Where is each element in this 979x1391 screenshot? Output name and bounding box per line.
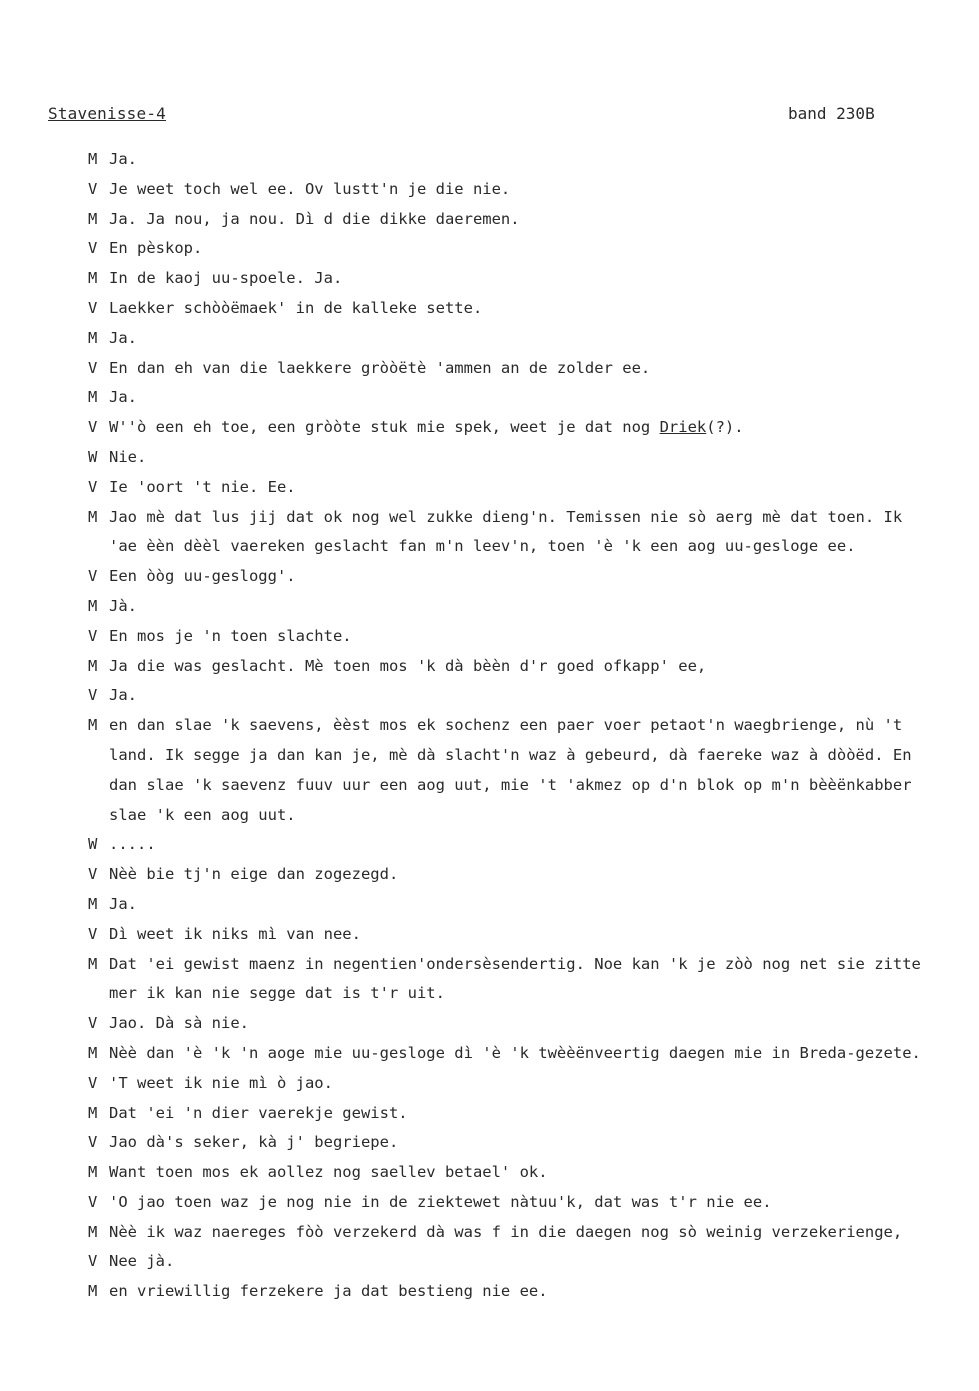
utterance-text [109, 145, 137, 175]
utterance-segment: Ja. [109, 894, 137, 913]
utterance-segment: 'T weet ik nie mì ò jao. [109, 1073, 333, 1092]
utterance-segment: Ja. [109, 686, 137, 705]
transcript-line [88, 920, 976, 950]
speaker-code [88, 771, 109, 801]
utterance-segment: Ja. [109, 150, 137, 168]
utterance-text [109, 1218, 902, 1248]
transcript-line [88, 1069, 976, 1099]
speaker-code: M [88, 954, 98, 973]
utterance-text [109, 592, 137, 622]
utterance-text [109, 1277, 548, 1307]
transcript-line [88, 681, 976, 711]
utterance-segment: Ja. [109, 328, 137, 347]
speaker-code: V [88, 179, 98, 198]
transcript-line [88, 294, 976, 324]
speaker-code: V [88, 1192, 98, 1211]
utterance-segment: dan slae 'k saevenz fuuv uur een aog uut, mie 't 'akmez op d'n blok op m'n bèèënkabber [109, 775, 912, 794]
utterance-text [109, 443, 146, 473]
utterance-segment: 'O jao toen waz je nog nie in de ziektewet nàtuu'k, dat was t'r nie ee. [109, 1192, 772, 1211]
speaker-code: V [88, 239, 98, 258]
speaker-code [88, 801, 109, 831]
utterance-text [109, 1247, 174, 1277]
speaker-code: V [88, 567, 98, 586]
speaker-code: W [88, 447, 98, 466]
document-id: Stavenisse-4 [48, 104, 166, 123]
transcript-line [88, 1158, 976, 1188]
speaker-code: M [88, 388, 98, 407]
transcript-line [88, 443, 976, 473]
speaker-code: M [88, 1282, 98, 1301]
utterance-segment: Nèè ik waz naereges fòò verzekerd dà was f in die daegen nog sò weinig verzekerienge, [109, 1222, 903, 1241]
utterance-segment: Jao mè dat lus jij dat ok nog wel zukke dieng'n. Temissen nie sò aerg mè dat toen. Ik [109, 507, 903, 526]
utterance-segment: In de kaoj uu-spoele. Ja. [109, 269, 343, 288]
utterance-text [109, 1039, 921, 1069]
utterance-segment: mer ik kan nie segge dat is t'r uit. [109, 984, 445, 1003]
utterance-text [109, 532, 856, 562]
utterance-text [109, 1069, 333, 1099]
utterance-text [109, 860, 398, 890]
transcript-line [88, 532, 976, 562]
utterance-segment: Dì weet ik niks mì van nee. [109, 924, 361, 943]
utterance-segment: Nie. [109, 447, 147, 466]
utterance-segment: Ja. Ja nou, ja nou. Dì d die dikke daeremen. [109, 209, 520, 228]
utterance-text [109, 622, 352, 652]
utterance-segment: slae 'k een aog uut. [109, 805, 296, 824]
utterance-segment: Dat 'ei gewist maenz in negentien'ondersèsendertig. Noe kan 'k je zòò nog net sie zitte [109, 954, 921, 973]
utterance-segment: Jà. [109, 596, 137, 615]
speaker-code: M [88, 1103, 98, 1122]
transcript-line [88, 354, 976, 384]
transcript-line [88, 205, 976, 235]
utterance-segment: ..... [109, 835, 156, 854]
transcript-line [88, 473, 976, 503]
utterance-segment: Ie 'oort 't nie. Ee. [109, 477, 296, 496]
utterance-text [109, 771, 912, 801]
speaker-code: V [88, 1133, 98, 1152]
utterance-text [109, 1188, 772, 1218]
utterance-segment: Ja die was geslacht. Mè toen mos 'k dà bèèn d'r goed ofkapp' ee, [109, 656, 707, 675]
transcript-line [88, 1009, 976, 1039]
transcript-line [88, 771, 976, 801]
utterance-segment: land. Ik segge ja dan kan je, mè dà slacht'n waz à gebeurd, dà faereke waz à dòòëd. En [109, 745, 912, 764]
transcript-line [88, 711, 976, 741]
transcript-line [88, 741, 976, 771]
utterance-segment: Nèè bie tj'n eige dan zogezegd. [109, 865, 399, 884]
transcript-line [88, 234, 976, 264]
utterance-segment: 'ae èèn dèèl vaereken geslacht fan m'n leev'n, toen 'è 'k een aog uu-gesloge ee. [109, 537, 856, 556]
utterance-text [109, 890, 137, 920]
utterance-segment: en dan slae 'k saevens, èèst mos ek sochenz een paer voer petaot'n waegbrienge, nù 't [109, 716, 903, 735]
utterance-text [109, 324, 137, 354]
transcript-line [88, 503, 976, 533]
transcript-line [88, 890, 976, 920]
tape-label: band 230B [788, 104, 875, 123]
utterance-segment: Jao dà's seker, kà j' begriepe. [109, 1133, 399, 1152]
transcript-line [88, 324, 976, 354]
speaker-code: V [88, 924, 98, 943]
speaker-code: M [88, 716, 98, 735]
utterance-segment: (?). [706, 418, 744, 437]
speaker-code: M [88, 1043, 98, 1062]
speaker-code: M [88, 894, 98, 913]
transcript-line [88, 145, 976, 175]
transcript [88, 145, 976, 1307]
utterance-text [109, 175, 510, 205]
speaker-code [88, 979, 109, 1009]
utterance-text [109, 205, 520, 235]
utterance-text [109, 234, 202, 264]
speaker-code: M [88, 209, 98, 228]
transcript-line [88, 175, 976, 205]
transcript-line [88, 264, 976, 294]
transcript-line [88, 413, 976, 443]
utterance-segment: Ja. [109, 388, 137, 407]
utterance-text [109, 950, 921, 980]
transcript-line [88, 652, 976, 682]
utterance-text [109, 741, 912, 771]
utterance-text [109, 711, 902, 741]
utterance-text [109, 652, 706, 682]
utterance-text [109, 473, 296, 503]
transcript-line [88, 830, 976, 860]
utterance-text [109, 681, 137, 711]
utterance-text [109, 1158, 548, 1188]
utterance-text [109, 1009, 249, 1039]
speaker-code [88, 741, 109, 771]
utterance-text [109, 979, 445, 1009]
utterance-text [109, 1099, 408, 1129]
utterance-text [109, 920, 361, 950]
transcript-line [88, 950, 976, 980]
transcript-line [88, 1039, 976, 1069]
transcript-line [88, 1188, 976, 1218]
utterance-segment: en vriewillig ferzekere ja dat bestieng nie ee. [109, 1282, 548, 1301]
speaker-code: M [88, 328, 98, 347]
transcript-line [88, 383, 976, 413]
transcript-line [88, 1128, 976, 1158]
speaker-code: M [88, 150, 98, 168]
utterance-segment: Een òòg uu-geslogg'. [109, 567, 296, 586]
utterance-segment: En mos je 'n toen slachte. [109, 626, 352, 645]
utterance-text [109, 801, 296, 831]
utterance-text [109, 413, 744, 443]
speaker-code: V [88, 477, 98, 496]
speaker-code: M [88, 1222, 98, 1241]
utterance-text [109, 503, 902, 533]
speaker-code: V [88, 1014, 98, 1033]
transcript-line [88, 1218, 976, 1248]
speaker-code: M [88, 596, 98, 615]
speaker-code: V [88, 358, 98, 377]
utterance-segment: Want toen mos ek aollez nog saellev betael' ok. [109, 1163, 548, 1182]
speaker-code: V [88, 1073, 98, 1092]
speaker-code [88, 532, 109, 562]
speaker-code: V [88, 865, 98, 884]
utterance-segment: W''ò een eh toe, een gròòte stuk mie spek, weet je dat nog [109, 418, 660, 437]
utterance-text [109, 1128, 398, 1158]
transcript-line [88, 860, 976, 890]
speaker-code: V [88, 1252, 98, 1271]
speaker-code: V [88, 418, 98, 437]
speaker-code: W [88, 835, 98, 854]
speaker-code: V [88, 626, 98, 645]
transcript-line [88, 622, 976, 652]
utterance-segment: Je weet toch wel ee. Ov lustt'n je die nie. [109, 179, 511, 198]
utterance-text [109, 830, 156, 860]
uncertain-word: Driek [659, 418, 707, 437]
transcript-line [88, 801, 976, 831]
speaker-code: M [88, 269, 98, 288]
transcript-line [88, 562, 976, 592]
speaker-code: V [88, 686, 98, 705]
utterance-segment: Nee jà. [109, 1252, 175, 1271]
utterance-text [109, 383, 137, 413]
utterance-segment: Dat 'ei 'n dier vaerekje gewist. [109, 1103, 408, 1122]
speaker-code: M [88, 1163, 98, 1182]
utterance-text [109, 264, 342, 294]
transcript-line [88, 1099, 976, 1129]
transcript-line [88, 592, 976, 622]
utterance-text [109, 354, 650, 384]
utterance-segment: Jao. Dà sà nie. [109, 1014, 249, 1033]
transcript-line [88, 979, 976, 1009]
transcript-line [88, 1247, 976, 1277]
utterance-text [109, 562, 296, 592]
transcript-line [88, 1277, 976, 1307]
speaker-code: M [88, 507, 98, 526]
utterance-segment: Nèè dan 'è 'k 'n aoge mie uu-gesloge dì 'è 'k twèèënveertig daegen mie in Breda-gezete. [109, 1043, 921, 1062]
utterance-segment: En pèskop. [109, 239, 203, 258]
utterance-segment: Laekker schòòëmaek' in de kalleke sette. [109, 298, 483, 317]
speaker-code: V [88, 298, 98, 317]
utterance-text [109, 294, 482, 324]
utterance-segment: En dan eh van die laekkere gròòëtè 'ammen an de zolder ee. [109, 358, 651, 377]
speaker-code: M [88, 656, 98, 675]
